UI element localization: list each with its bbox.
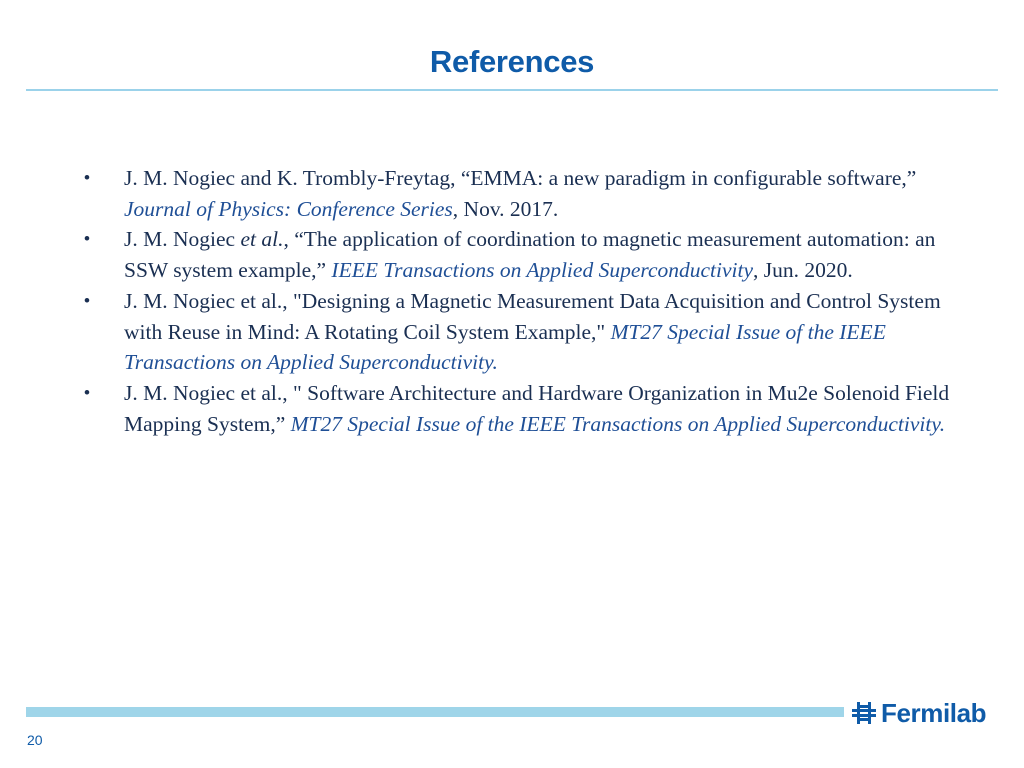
journal-name: IEEE Transactions on Applied Superconductivity	[331, 258, 754, 283]
bullet-icon: •	[84, 168, 90, 187]
reference-item	[0, 224, 1024, 285]
reference-text: J. M. Nogiec et al., " Software Architecture and Hardware Organization in Mu2e Solenoid Field Mapping System,”	[124, 380, 950, 436]
journal-name: MT27 Special Issue of the IEEE Transactions on Applied Superconductivity.	[124, 319, 886, 375]
reference-text: J. M. Nogiec and K. Trombly-Freytag, “EMMA: a new paradigm in configurable software,”	[124, 166, 917, 190]
footer-accent-bar	[26, 707, 844, 717]
slide-title: References	[429, 44, 595, 79]
journal-name: Journal of Physics: Conference Series	[124, 196, 453, 221]
logo-text: Fermilab	[881, 697, 987, 728]
reference-item	[0, 378, 1024, 439]
reference-date: , Jun. 2020.	[753, 258, 853, 283]
reference-item	[0, 163, 1024, 224]
bullet-icon: •	[84, 290, 90, 310]
reference-item	[0, 286, 1024, 378]
reference-date: , Nov. 2017.	[452, 196, 559, 221]
reference-list	[0, 163, 1024, 439]
journal-name: MT27 Special Issue of the IEEE Transactions on Applied Superconductivity.	[290, 411, 946, 436]
bullet-icon: •	[84, 382, 90, 402]
reference-text: J. M. Nogiec et al., "Designing a Magnetic Measurement Data Acquisition and Control System with Reuse in Mind: A Rotating Coil System Example,"	[124, 288, 941, 344]
reference-text: , “The application of coordination to magnetic measurement automation: an SSW system example,”	[124, 227, 936, 283]
reference-authors: J. M. Nogiec	[124, 227, 241, 252]
reference-et-al: et al.	[240, 227, 284, 252]
page-number: 20	[27, 732, 43, 748]
title-divider	[26, 89, 998, 91]
bullet-icon: •	[84, 229, 90, 249]
fermilab-logo	[852, 696, 986, 730]
fermilab-logo-icon	[852, 701, 876, 725]
